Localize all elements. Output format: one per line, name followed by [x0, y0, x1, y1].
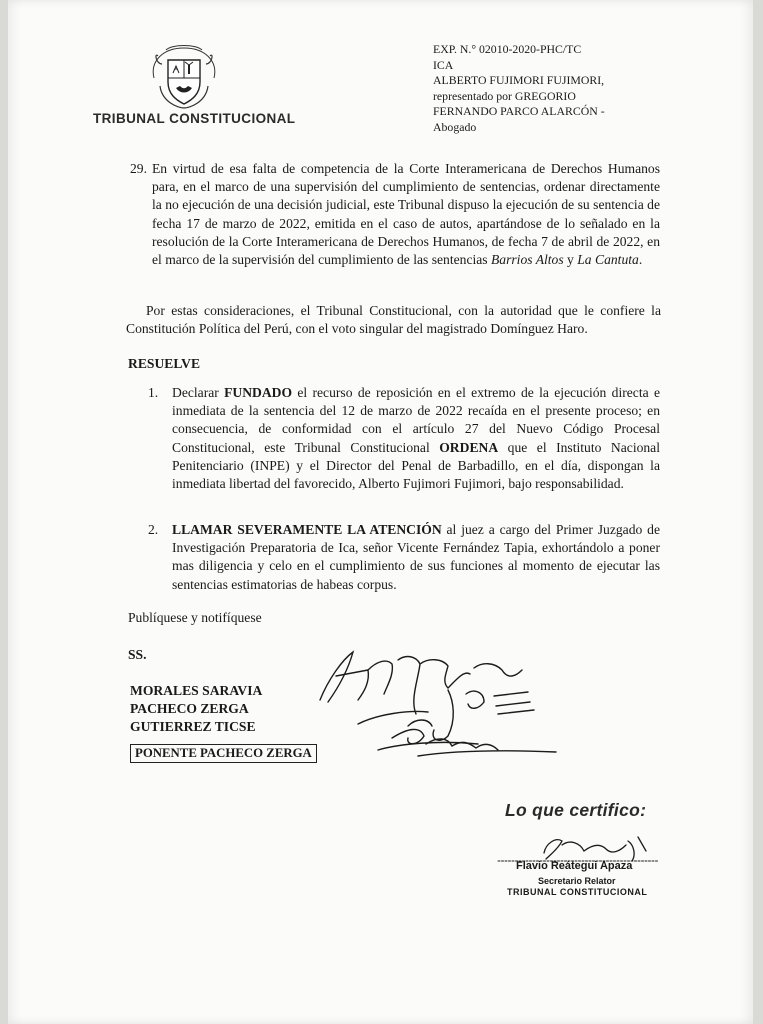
resuelve-heading: RESUELVE — [128, 356, 201, 371]
paragraph-number: 29. — [130, 161, 147, 176]
llamar-bold: LLAMAR SEVERAMENTE LA ATENCIÓN — [172, 522, 442, 537]
magistrate-name: GUTIERREZ TICSE — [130, 719, 256, 734]
item-number: 2. — [148, 522, 159, 537]
case-header — [433, 42, 663, 135]
case-party: ALBERTO FUJIMORI FUJIMORI, — [433, 73, 605, 87]
ss-label: SS. — [128, 647, 147, 662]
ordena-bold: ORDENA — [439, 439, 499, 455]
conjunction: y — [563, 252, 578, 268]
item-text — [172, 521, 660, 594]
item-text-part: Declarar — [172, 385, 225, 400]
case-party-line: Abogado — [433, 119, 477, 134]
resolution-item-2 — [148, 521, 660, 594]
considerations-text: Por estas consideraciones, el Tribunal Constitucional, con la autoridad que le confiere la Constitución Política del Perú, con el voto singular del magistrado Domínguez Haro. — [126, 303, 661, 337]
fundado-bold: FUNDADO — [224, 385, 293, 400]
resolution-item-1 — [148, 384, 660, 493]
magistrates-list — [130, 682, 262, 736]
tribunal-name: TRIBUNAL CONSTITUCIONAL — [93, 111, 296, 126]
paragraph-body: En virtud de esa falta de competencia de la Corte Interamericana de Derechos Humanos para, en el marco de una supervisión del cumplimiento de sentencias, ordenar directamente la no ejecución de una decisión judicial, este Tribunal dispuso la ejecución de su sentencia de fecha 17 de marzo de 2022, emitida en el caso de autos, apartándose de lo señalado en la resolución de la Corte Interamericana de Derechos Humanos, de fecha 7 de abril de 2022, en el marco de la supervisión del cumplimiento de las sentencias — [152, 161, 660, 268]
coat-of-arms-icon — [148, 42, 220, 114]
case-city: ICA — [433, 57, 454, 72]
case-name-italic: Barrios Altos — [491, 252, 564, 268]
item-text-part: el recurso de reposición en el extremo de la ejecución directa e inmediata de la sentencia del 12 de marzo de 2022 recaída en el presente proceso; en consecuencia, de conformidad con el artículo 27 del Nuevo Código Procesal Constitucional, este Tribunal Constitucional — [172, 385, 660, 455]
document-page — [8, 0, 753, 1024]
case-party-line: representado por GREGORIO — [433, 88, 576, 103]
item-text-part: que el Instituto Nacional Penitenciario (INPE) y el Director del Penal de Barbadillo, en el día, dispongan la inmediata libertad del favorecido, Alberto Fujimori Fujimori, bajo responsabilidad. — [172, 439, 660, 492]
period: . — [638, 252, 643, 268]
magistrate-name: PACHECO ZERGA — [130, 701, 249, 716]
publish-notice: Publíquese y notifíquese — [128, 610, 262, 625]
ponente-box: PONENTE PACHECO ZERGA — [130, 744, 317, 763]
secretary-name: Flavio Reátegui Apaza — [516, 860, 633, 872]
certification-heading: Lo que certifico: — [505, 800, 647, 820]
secretary-org: TRIBUNAL CONSTITUCIONAL — [507, 887, 648, 897]
magistrates-signatures — [298, 640, 568, 765]
case-name-italic: La Cantuta — [577, 252, 639, 268]
item-text-part: al juez a cargo del Primer Juzgado de Investigación Preparatoria de Ica, señor Vicente Fernández Tapia, exhortándolo a poner mas diligencia y celo en el cumplimiento de sus funciones al momento de ejecutar las sentencias estimatorias de habeas corpus. — [172, 522, 660, 592]
paragraph-29 — [130, 160, 660, 269]
magistrate-name: MORALES SARAVIA — [130, 683, 263, 698]
case-party-line: FERNANDO PARCO ALARCÓN - — [433, 104, 605, 118]
considerations-paragraph — [126, 302, 661, 338]
item-number: 1. — [148, 385, 159, 400]
item-text — [172, 384, 660, 493]
secretary-role: Secretario Relator — [538, 876, 616, 886]
paragraph-text — [152, 160, 660, 269]
case-number: EXP. N.° 02010-2020-PHC/TC — [433, 42, 582, 56]
